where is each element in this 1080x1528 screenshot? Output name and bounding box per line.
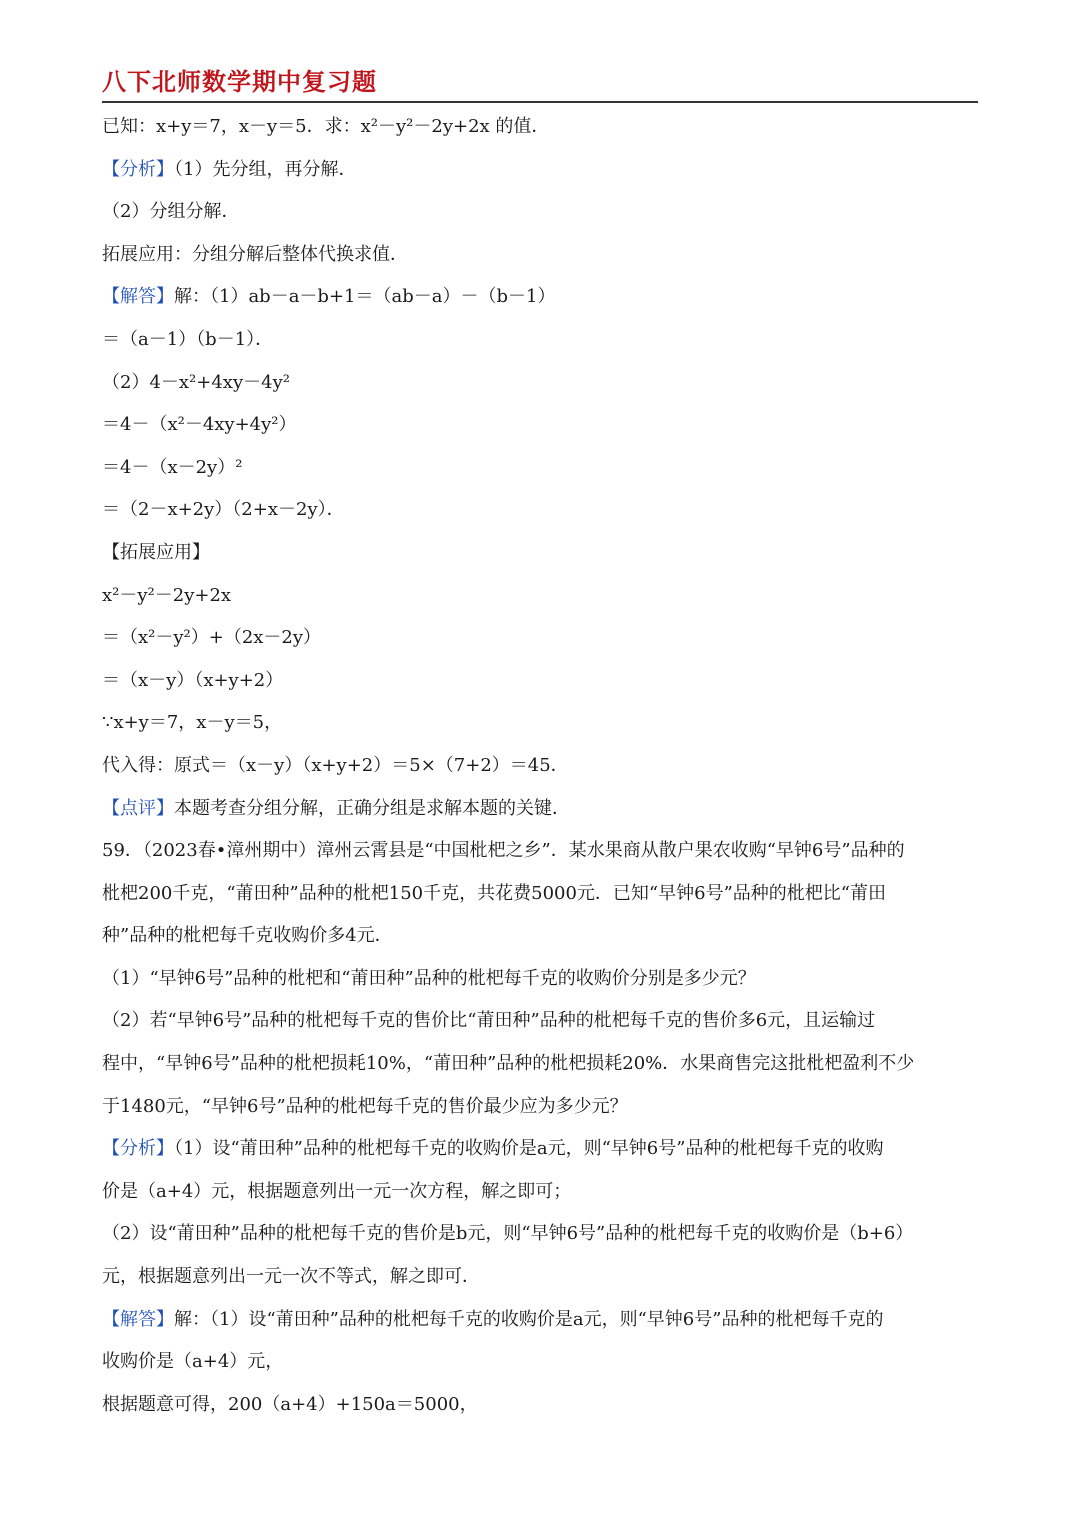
- line-text: 解：（1）ab－a－b+1＝（ab－a）－（b－1）: [174, 286, 556, 308]
- page-title: 八下北师数学期中复习题: [102, 68, 377, 96]
- comment-tag: 【点评】: [102, 797, 174, 819]
- text-line: ＝（x－y）（x+y+2）: [102, 669, 284, 691]
- text-line: 代入得：原式＝（x－y）（x+y+2）＝5×（7+2）＝45．: [102, 754, 569, 776]
- text-line: ＝4－（x²－4xy+4y²）: [102, 414, 297, 436]
- question-line: 枇杷200千克，“莆田种”品种的枇杷150千克，共花费5000元．已知“早钟6号”品种的枇杷比“莆田: [102, 882, 886, 904]
- text-line: （2）4－x²+4xy－4y²: [102, 371, 290, 393]
- answer-tag: 【解答】: [102, 286, 174, 308]
- text-line: 元，根据题意列出一元一次不等式，解之即可．: [102, 1266, 480, 1288]
- text-line: [102, 149, 978, 192]
- text-line: （2）设“莆田种”品种的枇杷每千克的售价是b元，则“早钟6号”品种的枇杷每千克的收购价是（b+6）: [102, 1223, 914, 1245]
- line-text: （1）先分组，再分解．: [174, 158, 357, 180]
- question-line: 种”品种的枇杷每千克收购价多4元．: [102, 925, 393, 947]
- text-line: [102, 788, 978, 831]
- text-line: [102, 1299, 978, 1342]
- text-line: [102, 276, 978, 319]
- text-line: ∵x+y＝7，x－y＝5，: [102, 712, 283, 734]
- question-line: 59．（2023春•漳州期中）漳州云霄县是“中国枇杷之乡”．某水果商从散户果农收购“早钟6号”品种的: [102, 840, 905, 862]
- analysis-tag: 【分析】: [102, 1138, 174, 1160]
- text-line: 价是（a+4）元，根据题意列出一元一次方程，解之即可；: [102, 1180, 572, 1202]
- line-text: 解：（1）设“莆田种”品种的枇杷每千克的收购价是a元，则“早钟6号”品种的枇杷每千克的: [174, 1308, 884, 1330]
- text-line: 拓展应用：分组分解后整体代换求值．: [102, 243, 408, 265]
- question-line: 程中，“早钟6号”品种的枇杷损耗10%，“莆田种”品种的枇杷损耗20%．水果商售完这批枇杷盈利不少: [102, 1053, 915, 1075]
- text-line: [102, 1128, 978, 1171]
- text-line: 已知：x+y＝7，x－y＝5．求：x²－y²－2y+2x 的值．: [102, 116, 550, 137]
- text-line: ＝（x²－y²）+（2x－2y）: [102, 627, 322, 649]
- text-line: ＝（a－1）（b－1）．: [102, 328, 274, 350]
- question-line: （2）若“早钟6号”品种的枇杷每千克的售价比“莆田种”品种的枇杷每千克的售价多6元，且运输过: [102, 1010, 876, 1032]
- analysis-tag: 【分析】: [102, 158, 174, 180]
- document-body: [102, 106, 978, 1426]
- text-line: 收购价是（a+4）元，: [102, 1351, 284, 1373]
- text-line: x²－y²－2y+2x: [102, 584, 232, 606]
- text-line: （2）分组分解．: [102, 201, 240, 223]
- answer-tag: 【解答】: [102, 1308, 174, 1330]
- line-text: 本题考查分组分解，正确分组是求解本题的关键．: [174, 797, 570, 819]
- question-line: （1）“早钟6号”品种的枇杷和“莆田种”品种的枇杷每千克的收购价分别是多少元？: [102, 967, 756, 989]
- text-line: ＝4－（x－2y）²: [102, 456, 243, 478]
- text-line: ＝（2－x+2y）（2+x－2y）．: [102, 499, 345, 521]
- section-heading: 【拓展应用】: [102, 541, 210, 563]
- text-line: 根据题意可得，200（a+4）+150a＝5000，: [102, 1393, 478, 1415]
- question-line: 于1480元，“早钟6号”品种的枇杷每千克的售价最少应为多少元？: [102, 1095, 628, 1117]
- line-text: （1）设“莆田种”品种的枇杷每千克的收购价是a元，则“早钟6号”品种的枇杷每千克的收购: [174, 1138, 884, 1160]
- page-header: [102, 62, 978, 103]
